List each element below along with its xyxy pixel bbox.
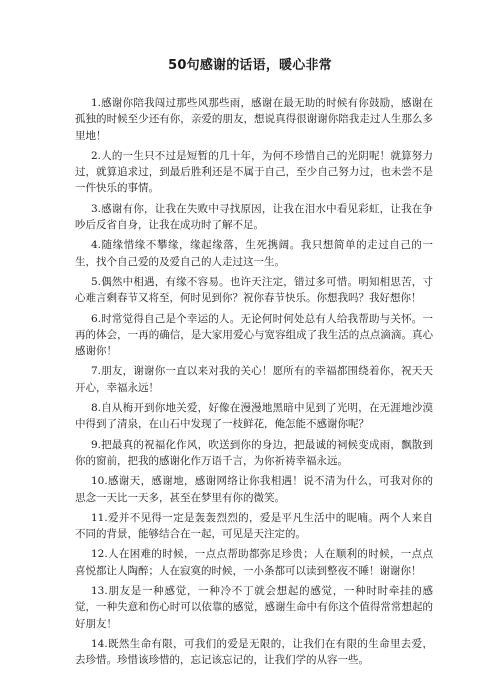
paragraph: 6.时常觉得自己是个幸运的人。无论何时何处总有人给我帮助与关怀。一再的体会，一再的确信，是大家用爱心与宽容组成了我生活的点点滴滴。真心感谢你！ <box>75 312 433 358</box>
paragraph: 10.感谢天，感谢地，感谢网络让你我相遇！说不清为什么，可我对你的思念一天比一天多，甚至在梦里有你的微笑。 <box>75 475 433 504</box>
paragraph: 8.自从梅开到你地关爱，好像在漫漫地黑暗中见到了光明，在无涯地沙漠中得到了清泉，在山石中发现了一枝鲜花，俺怎能不感谢你呢？ <box>75 402 433 431</box>
paragraph: 5.偶然中相遇，有缘不容易。也许天注定，错过多可惜。明知相思苦，寸心难言剩春节又将至，何时见到你？祝你春节快乐。你想我吗？我好想你！ <box>75 275 433 305</box>
paragraph: 1.感谢你陪我闯过那些风那些雨，感谢在最无助的时候有你鼓励，感谢在孤独的时候至少还有你，亲爱的朋友，想说真得很谢谢你陪我走过人生那么多里地！ <box>75 97 433 142</box>
paragraph: 4.随缘惜缘不攀缘，缘起缘落，生死携阔。我只想简单的走过自己的一生，找个自己爱的及爱自己的人走过这一生。 <box>75 239 433 268</box>
paragraph: 2.人的一生只不过是短暂的几十年，为何不珍惜自己的光阴呢！就算努力过，就算追求过，到最后胜利还是不属于自己，至少自己努力过，也未尝不是一件快乐的事情。 <box>75 149 433 195</box>
paragraph: 11.爱并不见得一定是轰轰烈烈的，爱是平凡生活中的昵喃。两个人来自不同的背景，能够结合在一起，可见是天注定的。 <box>75 511 433 541</box>
paragraph: 13.朋友是一种感觉，一种冷不丁就会想起的感觉，一种时时牵挂的感觉，一种失意和伤心时可以依靠的感觉，感谢生命中有你这个值得常常想起的好朋友！ <box>75 585 433 630</box>
paragraph: 14.既然生命有限，可我们的爱是无限的，让我们在有限的生命里去爱，去珍惜。珍惜该珍惜的，忘记该忘记的，让我们学的从容一些。 <box>75 637 433 667</box>
paragraph: 9.把最真的祝福化作风，吹送到你的身边，把最诚的祠候变成雨，飘散到你的窗前，把我的感谢化作万语千言，为你祈祷幸福永远。 <box>75 438 433 467</box>
document-title: 50句感谢的话语，暖心非常 <box>168 58 332 73</box>
document-body <box>75 95 433 673</box>
paragraph: 12.人在困难的时候，一点点帮助都弥足珍贵；人在顺利的时候，一点点喜悦都让人陶醉；人在寂寞的时候，一小条都可以读到整夜不睡！谢谢你！ <box>75 548 433 577</box>
paragraph: 7.朋友，谢谢你一直以来对我的关心！愿所有的幸福都围绕着你，祝天天开心，幸福永远！ <box>75 365 433 394</box>
paragraph: 3.感谢有你，让我在失败中寻找原因，让我在泪水中看见彩虹，让我在争吵后反省自身，让我在成功时了解不足。 <box>75 202 433 232</box>
